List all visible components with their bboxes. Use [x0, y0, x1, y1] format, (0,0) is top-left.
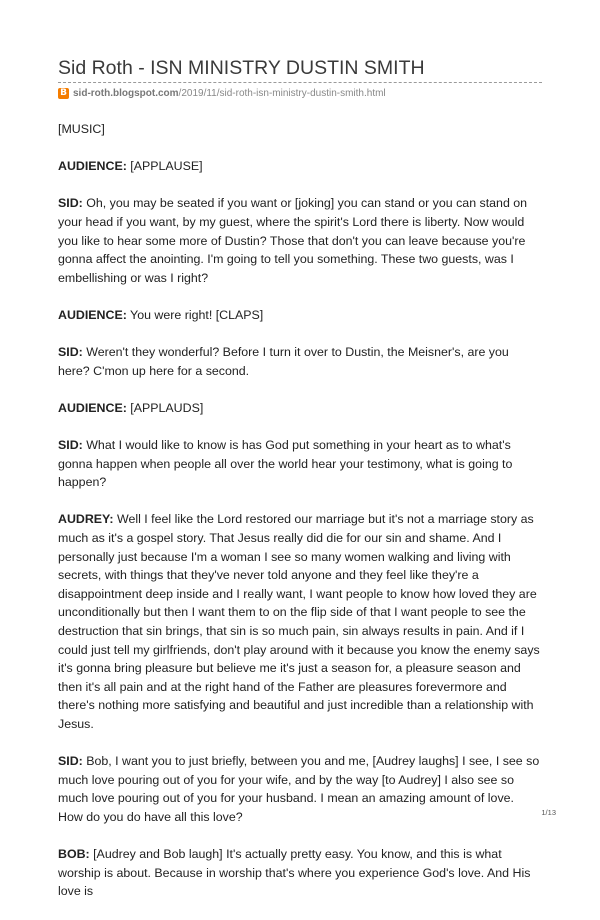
transcript-paragraph: [58, 343, 542, 380]
transcript-paragraph: [58, 845, 542, 901]
paragraph-text: [APPLAUSE]: [126, 159, 203, 174]
dashed-divider: [58, 82, 542, 83]
paragraph-text: [MUSIC]: [58, 122, 105, 136]
speaker-label: BOB:: [58, 847, 90, 862]
page-number: 1/13: [541, 808, 556, 817]
paragraph-text: Weren't they wonderful? Before I turn it over to Dustin, the Meisner's, are you here? C'mon up here for a second.: [58, 345, 509, 378]
speaker-label: AUDREY:: [58, 512, 114, 527]
document-page: [58, 56, 542, 920]
url-domain: sid-roth.blogspot.com: [73, 87, 179, 99]
paragraph-text: Bob, I want you to just briefly, between you and me, [Audrey laughs] I see, I see so much love pouring out of you for your wife, and by the way [to Audrey] I also see so much love pouring out of you for your husband. I mean an amazing amount of love. How do you do have all this love?: [58, 754, 540, 824]
transcript-paragraph: [58, 752, 542, 826]
paragraph-text: Well I feel like the Lord restored our marriage but it's not a marriage story as much as it's a gospel story. That Jesus really did die for our sin and shame. And I personally just because I'm a woman I see so many women walking and living with secrets, with things that they've never told anyone and they feel like they're a disappointment deep inside and I really want, I want people to know how loved they are unconditionally but then I want them to on the flip side of that I want people to see the destruction that sin brings, that sin is so much pain, sin always results in pain. And if I could just tell my girlfriends, don't play around with it because you know the enemy says it's gonna bring pleasure but believe me it's just a season for, a pleasure season and then it's all pain and at the right hand of the Father are pleasures forevermore and there's nothing more satisfying and beautiful and just incredible than a relationship with Jesus.: [58, 512, 540, 731]
source-url-link[interactable]: [73, 88, 386, 99]
speaker-label: SID:: [58, 196, 83, 211]
paragraph-text: [APPLAUDS]: [126, 400, 204, 415]
speaker-label: AUDIENCE:: [58, 307, 127, 322]
transcript-paragraph: [58, 120, 542, 139]
paragraph-text: [Audrey and Bob laugh] It's actually pretty easy. You know, and this is what worship is about. Because in worship that's where you experience God's love. And His love is: [58, 847, 531, 899]
speaker-label: AUDIENCE:: [58, 400, 127, 415]
url-path: /2019/11/sid-roth-isn-ministry-dustin-smith.html: [178, 87, 386, 99]
transcript-paragraph: [58, 399, 542, 418]
transcript-paragraph: [58, 194, 542, 287]
speaker-label: SID:: [58, 754, 83, 769]
speaker-label: SID:: [58, 345, 83, 360]
transcript-paragraph: [58, 306, 542, 325]
source-url-row: [58, 86, 542, 100]
paragraph-text: You were right! [CLAPS]: [126, 307, 264, 322]
page-title: Sid Roth - ISN MINISTRY DUSTIN SMITH: [58, 57, 425, 79]
transcript-paragraph: [58, 510, 542, 733]
transcript-body: [58, 120, 542, 901]
transcript-paragraph: [58, 157, 542, 176]
blogger-icon: B: [58, 88, 69, 99]
speaker-label: SID:: [58, 438, 83, 453]
speaker-label: AUDIENCE:: [58, 159, 127, 174]
transcript-paragraph: [58, 436, 542, 492]
paragraph-text: Oh, you may be seated if you want or [joking] you can stand or you can stand on your head if you want, by my guest, where the spirit's Lord there is liberty. Now would you like to hear some more of Dustin? Those that don't you can leave because you're gonna affect the anointing. I'm going to tell you something. These two guests, was I embellishing or was I right?: [58, 196, 528, 285]
paragraph-text: What I would like to know is has God put something in your heart as to what's gonna happen when people all over the world hear your testimony, what is going to happen?: [58, 438, 513, 490]
